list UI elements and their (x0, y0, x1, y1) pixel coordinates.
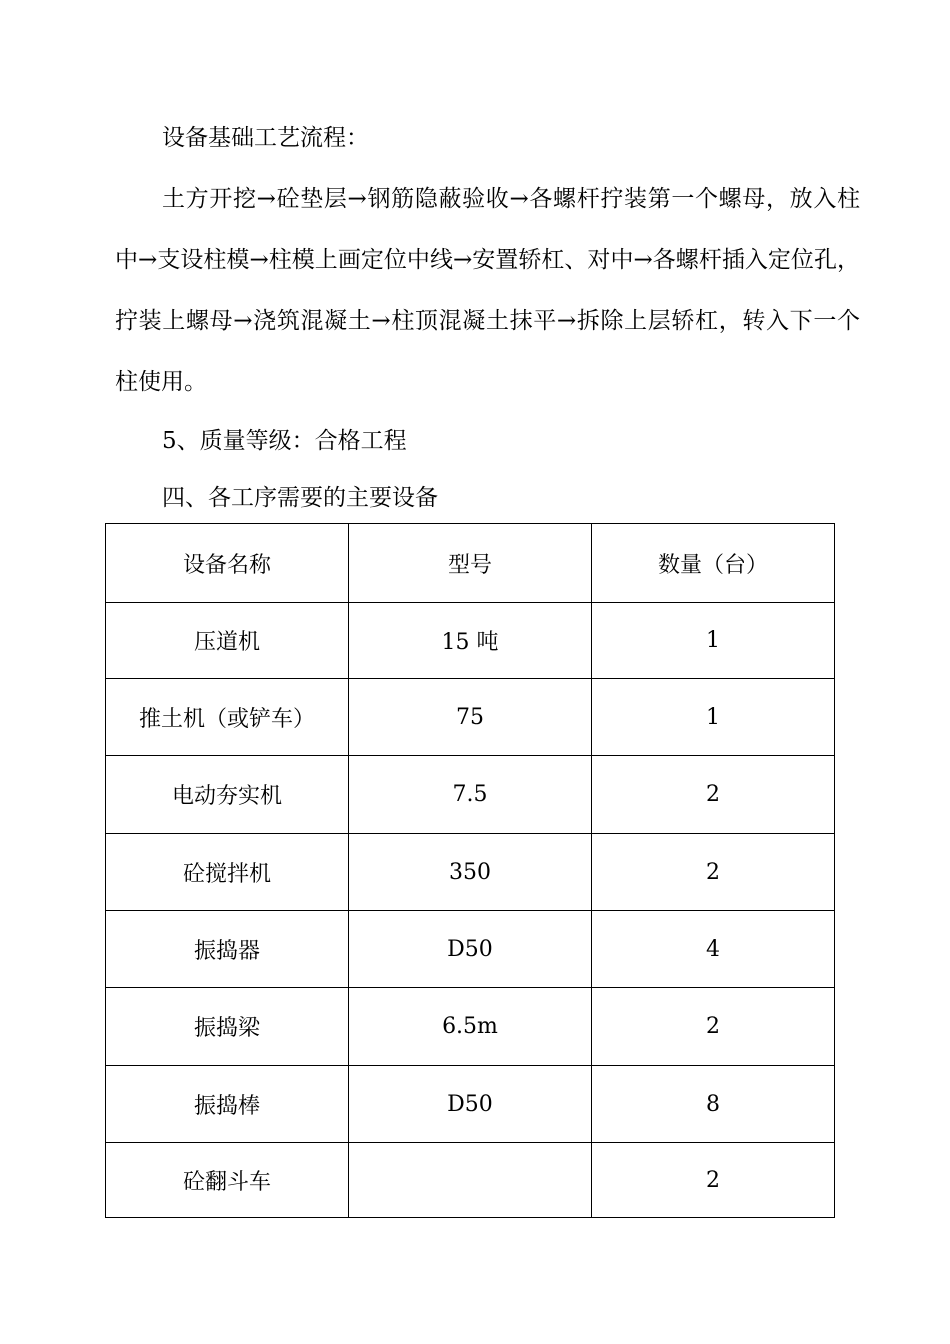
table-row (106, 756, 835, 834)
cell-model: 6.5m (349, 988, 592, 1066)
cell-quantity: 4 (592, 911, 835, 988)
cell-model: 75 (349, 679, 592, 756)
header-equipment-name: 设备名称 (106, 524, 349, 603)
cell-model: 350 (349, 834, 592, 911)
cell-model (349, 1143, 592, 1218)
cell-model: D50 (349, 1066, 592, 1143)
cell-equipment-name: 振捣棒 (106, 1066, 349, 1143)
table-row (106, 1066, 835, 1143)
cell-equipment-name: 压道机 (106, 603, 349, 679)
cell-quantity: 1 (592, 603, 835, 679)
cell-quantity: 2 (592, 1143, 835, 1218)
table-row (106, 911, 835, 988)
cell-quantity: 2 (592, 756, 835, 834)
cell-equipment-name: 电动夯实机 (106, 756, 349, 834)
header-quantity: 数量（台） (592, 524, 835, 603)
cell-model: 15 吨 (349, 603, 592, 679)
table-row (106, 834, 835, 911)
process-title: 设备基础工艺流程： (162, 125, 369, 151)
table-row (106, 1143, 835, 1218)
cell-model: 7.5 (349, 756, 592, 834)
process-text: 土方开挖→砼垫层→钢筋隐蔽验收→各螺杆拧装第一个螺母，放入柱中→支设柱模→柱模上画定位中线→安置轿杠、对中→各螺杆插入定位孔，拧装上螺母→浇筑混凝土→柱顶混凝土抹平→拆除上层轿杠，转入下一个柱使用。 (115, 186, 860, 395)
cell-equipment-name: 推土机（或铲车） (106, 679, 349, 756)
quality-grade: 5、质量等级：合格工程 (162, 428, 407, 454)
cell-model: D50 (349, 911, 592, 988)
cell-equipment-name: 振捣器 (106, 911, 349, 988)
header-model: 型号 (349, 524, 592, 603)
table-row (106, 603, 835, 679)
cell-quantity: 8 (592, 1066, 835, 1143)
cell-quantity: 2 (592, 834, 835, 911)
equipment-heading: 四、各工序需要的主要设备 (162, 485, 438, 511)
cell-quantity: 2 (592, 988, 835, 1066)
table-row (106, 679, 835, 756)
cell-equipment-name: 砼翻斗车 (106, 1143, 349, 1218)
cell-equipment-name: 砼搅拌机 (106, 834, 349, 911)
equipment-table (105, 523, 835, 1218)
cell-quantity: 1 (592, 679, 835, 756)
cell-equipment-name: 振捣梁 (106, 988, 349, 1066)
table-header-row (106, 524, 835, 603)
table-row (106, 988, 835, 1066)
